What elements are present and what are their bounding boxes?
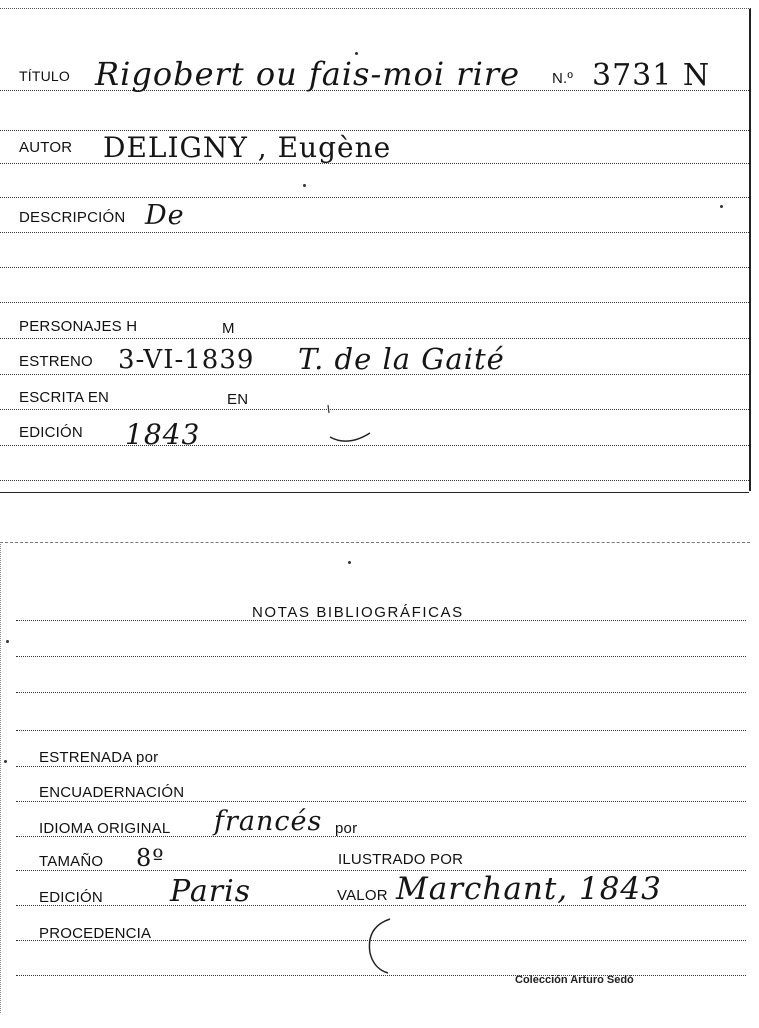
ink-speck	[355, 52, 358, 55]
numero-label: N.º	[552, 70, 574, 87]
estreno-label: ESTRENO	[19, 353, 93, 370]
ruled-line	[0, 267, 749, 268]
ruled-line	[0, 197, 749, 198]
estreno-date: 3-VI-1839	[118, 345, 255, 375]
autor-value: DELIGNY , Eugène	[103, 131, 392, 164]
autor-label: AUTOR	[19, 139, 73, 156]
tamano-label: TAMAÑO	[39, 853, 104, 870]
ruled-line	[0, 480, 749, 481]
ruled-line	[0, 232, 749, 233]
idioma-suffix: por	[335, 820, 358, 837]
idioma-value: francés	[214, 806, 323, 837]
edicion-label-bottom: EDICIÓN	[39, 889, 103, 906]
ruled-line	[0, 445, 749, 446]
numero-value: 3731 N	[592, 58, 711, 93]
descripcion-label: DESCRIPCIÓN	[19, 209, 126, 226]
ruled-line	[16, 801, 746, 802]
idioma-label: IDIOMA ORIGINAL	[39, 820, 171, 837]
ruled-line	[0, 302, 749, 303]
ruled-line	[0, 338, 749, 339]
procedencia-label: PROCEDENCIA	[39, 925, 152, 942]
card-separator	[0, 492, 749, 493]
edicion-value-bottom: Paris	[170, 874, 252, 909]
edicion-label-top: EDICIÓN	[19, 424, 83, 441]
ruled-line	[16, 975, 746, 976]
ilustrado-label: ILUSTRADO POR	[338, 851, 464, 868]
estreno-place: T. de la Gaité	[298, 342, 505, 376]
ruled-line	[16, 656, 746, 657]
valor-label: VALOR	[337, 887, 388, 904]
encuadernacion-label: ENCUADERNACIÓN	[39, 784, 185, 801]
punch-hole-mark	[326, 385, 386, 445]
collection-stamp: Colección Arturo Sedó	[515, 974, 634, 986]
ruled-line	[16, 766, 746, 767]
ink-speck	[4, 760, 7, 763]
ink-speck	[6, 640, 9, 643]
escrita-en-label: EN	[227, 391, 249, 408]
ink-speck	[720, 205, 723, 208]
ruled-line	[16, 730, 746, 731]
descripcion-value: De	[145, 200, 185, 231]
ink-speck	[303, 184, 306, 187]
ink-speck	[348, 561, 351, 564]
escrita-label: ESCRITA EN	[19, 389, 110, 406]
punch-hole-mark	[360, 915, 420, 975]
titulo-label: TÍTULO	[19, 68, 70, 84]
titulo-value: Rigobert ou fais-moi rire	[95, 55, 521, 93]
notas-heading: NOTAS BIBLIOGRÁFICAS	[252, 604, 464, 621]
personajes-label: PERSONAJES H	[19, 318, 138, 335]
ruled-line	[16, 692, 746, 693]
tamano-value: 8º	[136, 844, 165, 872]
personajes-m-label: M	[222, 320, 235, 337]
edicion-value-top: 1843	[125, 418, 201, 451]
valor-value: Marchant, 1843	[396, 871, 662, 907]
estrenada-label: ESTRENADA por	[39, 749, 159, 766]
